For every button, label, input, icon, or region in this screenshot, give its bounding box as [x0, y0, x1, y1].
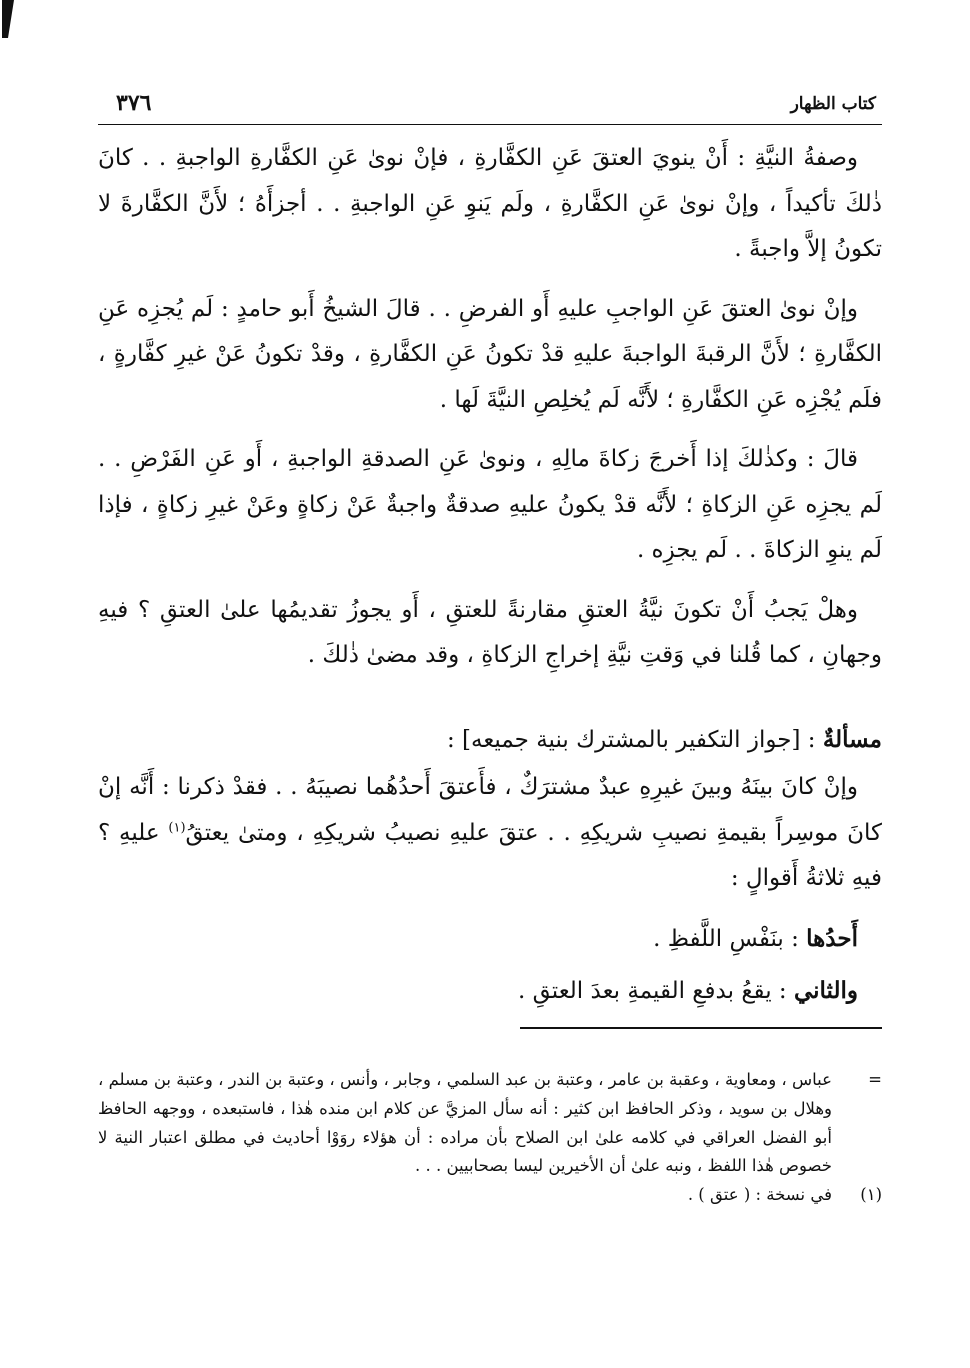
shared-slave-text-start: وإنْ كانَ بينَهُ وبينَ غيرِهِ عبدٌ مشترَكٌ ، فأَعتقَ أَحدُهُما نصيبَهُ . . فقدْ ذكرنا : أَنَّه إنْ كانَ موسِراً بقيمةِ نصيبِ شريكِهِ . . عتقَ عليهِ نصيبُ شريكِهِ ، ومتىٰ يعتقُ	[98, 774, 882, 846]
masalah-title: : [جواز التكفير بالمشترك بنية جميعه] :	[446, 726, 823, 753]
paragraph-obligatory: وإنْ نوىٰ العتقَ عَنِ الواجبِ عليهِ أَو الفرضِ . . قالَ الشيخُ أَبو حامدٍ : لَم يُجزِه عَنِ الكفَّارةِ ؛ لأَنَّ الرقبةَ الواجبةَ عليهِ قدْ تكونُ عَنِ الكفَّارةِ ، وقدْ تكونُ عَنْ غيرِ كفَّارةٍ ، فلَم يُجْزِه عَنِ الكفَّارةِ ؛ لأَنَّه لَم يُخلِصِ النيَّةَ لَها .	[98, 295, 882, 413]
footnote-marker: =	[868, 1070, 882, 1089]
main-text	[98, 136, 882, 1021]
footnotes	[98, 1066, 882, 1210]
shared-slave-text-end: عليهِ ؟ فيهِ ثلاثةُ أَقوالٍ :	[98, 819, 882, 891]
paragraph-zakat: قالَ : وكذٰلكَ إذا أَخرجَ زكاةَ مالِهِ ، ونوىٰ عَنِ الصدقةِ الواجبةِ ، أَو عَنِ الفَرْضِ . . لَم يجزِه عَنِ الزكاةِ ؛ لأَنَّه قدْ يكونُ عليهِ صدقةٌ واجبةٌ عَنْ زكاةٍ وعَنْ غيرِ زكاةٍ ، فإذا لَم ينوِ الزكاةَ . . لَم يجزِه .	[98, 446, 882, 563]
footnote-text: في نسخة : ( عتق ) .	[687, 1185, 832, 1205]
masalah-label: مسألةٌ	[822, 725, 882, 753]
footnote-marker: (١)	[860, 1185, 882, 1205]
opinion-second-label: والثاني	[793, 977, 858, 1004]
opinion-second	[98, 968, 882, 1015]
opinion-second-text: : يقعُ بدفعِ القيمةِ بعدَ العتقِ .	[517, 978, 794, 1004]
page-number: ٣٧٦	[116, 90, 152, 116]
footnote-divider	[520, 1027, 882, 1029]
paragraph-shared-slave	[98, 765, 882, 902]
footnote-ref-1[interactable]: (١)	[168, 819, 186, 835]
opinion-first	[98, 916, 882, 963]
running-title: كتاب الظهار	[790, 94, 876, 114]
opinion-first-text: : بنَفْسِ اللَّفظِ .	[653, 925, 807, 952]
masalah-heading	[98, 717, 882, 764]
footnote-1	[98, 1181, 882, 1210]
paragraph-intention: وصفةُ النيَّةِ : أَنْ ينويَ العتقَ عَنِ الكفَّارةِ ، فإنْ نوىٰ عَنِ الكفَّارةِ الواجبةِ . . كانَ ذٰلكَ تأكيداً ، وإنْ نوىٰ عَنِ الكفَّارةِ ، ولَم يَنوِ عَنِ الواجبةِ . . أجزأَهُ ؛ لأَنَّ الكفَّارةَ لا تكونُ إلاَّ واجبةً .	[98, 145, 882, 262]
corner-crop-mark	[2, 0, 14, 38]
footnote-text: عباس ، ومعاوية ، وعقبة بن عامر ، وعتبة بن عبد السلمي ، وجابر ، وأنس ، وعتبة بن الندر ، وعتبة بن مسلم ، وهلال بن سويد ، وذكر الحافظ ابن كثير : أنه سأل المزيَّ عن كلام ابن منده هٰذا ، فاستبعده ، ووجهه الحافظ أبو الفضل العراقي في كلامه علىٰ ابن الصلاح بأن مراده : أن هؤلاء روَوْا أحاديث في مطلق اعتبار النية لا خصوص هٰذا اللفظ ، ونبه علىٰ أن الأخيرين ليسا بصحابيين . . .	[98, 1070, 832, 1176]
footnote-continuation	[98, 1066, 882, 1181]
opinion-first-label: أَحدُها	[806, 924, 858, 952]
page-header	[98, 88, 882, 125]
paragraph-timing: وهلْ يَجبُ أَنْ تكونَ نيَّةُ العتقِ مقارنةً للعتقِ ، أَو يجوزُ تقديمُها علىٰ العتقِ ؟ فيهِ وجهانِ ، كما قُلنا في وَقتِ نيَّةِ إخراجِ الزكاةِ ، وقد مضىٰ ذٰلكَ .	[98, 596, 882, 668]
